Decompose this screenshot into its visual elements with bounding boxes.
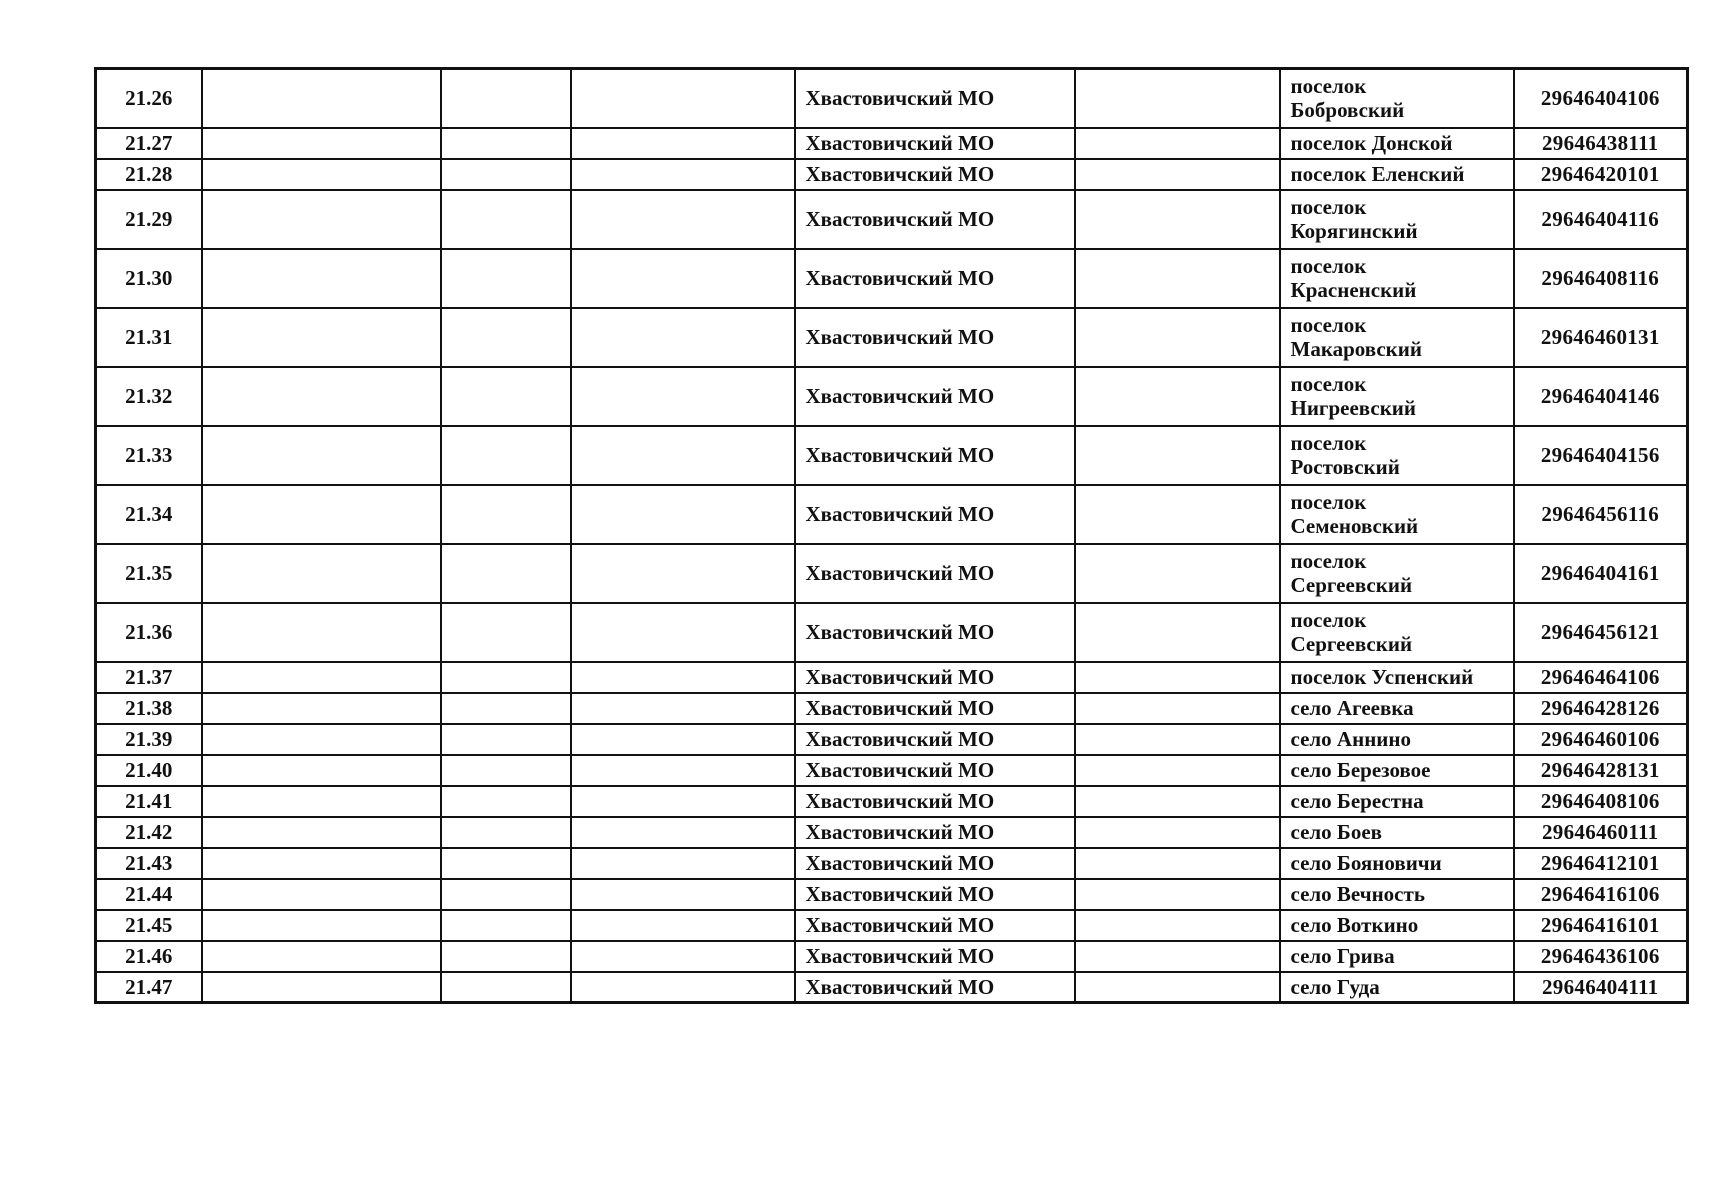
empty-cell — [441, 662, 571, 693]
empty-cell — [571, 159, 795, 190]
empty-cell — [571, 367, 795, 426]
empty-cell — [441, 190, 571, 249]
oktmo-code-cell: 29646404156 — [1514, 426, 1688, 485]
empty-cell — [1075, 485, 1280, 544]
table-row — [96, 724, 1688, 755]
empty-cell — [441, 544, 571, 603]
empty-cell — [441, 848, 571, 879]
empty-cell — [1075, 159, 1280, 190]
empty-cell — [441, 972, 571, 1003]
empty-cell — [1075, 190, 1280, 249]
table-row — [96, 693, 1688, 724]
empty-cell — [202, 755, 441, 786]
empty-cell — [571, 128, 795, 159]
empty-cell — [1075, 308, 1280, 367]
empty-cell — [202, 879, 441, 910]
empty-cell — [441, 603, 571, 662]
empty-cell — [1075, 972, 1280, 1003]
oktmo-code-cell: 29646436106 — [1514, 941, 1688, 972]
empty-cell — [1075, 693, 1280, 724]
empty-cell — [202, 128, 441, 159]
empty-cell — [571, 426, 795, 485]
empty-cell — [571, 249, 795, 308]
settlement-cell: село Аннино — [1280, 724, 1514, 755]
table-row — [96, 69, 1688, 128]
empty-cell — [1075, 69, 1280, 128]
empty-cell — [202, 249, 441, 308]
empty-cell — [202, 848, 441, 879]
oktmo-code-cell: 29646464106 — [1514, 662, 1688, 693]
row-number-cell: 21.31 — [96, 308, 202, 367]
empty-cell — [571, 817, 795, 848]
settlement-cell: поселок Успенский — [1280, 662, 1514, 693]
empty-cell — [441, 724, 571, 755]
table-row — [96, 910, 1688, 941]
table-row — [96, 249, 1688, 308]
row-number-cell: 21.28 — [96, 159, 202, 190]
empty-cell — [571, 662, 795, 693]
oktmo-code-cell: 29646460111 — [1514, 817, 1688, 848]
oktmo-code-cell: 29646428131 — [1514, 755, 1688, 786]
row-number-cell: 21.26 — [96, 69, 202, 128]
empty-cell — [441, 941, 571, 972]
empty-cell — [1075, 367, 1280, 426]
empty-cell — [441, 755, 571, 786]
empty-cell — [202, 693, 441, 724]
row-number-cell: 21.36 — [96, 603, 202, 662]
municipality-cell: Хвастовичский МО — [795, 817, 1075, 848]
empty-cell — [1075, 848, 1280, 879]
empty-cell — [571, 190, 795, 249]
oktmo-code-cell: 29646460106 — [1514, 724, 1688, 755]
empty-cell — [1075, 910, 1280, 941]
empty-cell — [571, 693, 795, 724]
empty-cell — [571, 544, 795, 603]
empty-cell — [202, 190, 441, 249]
oktmo-code-cell: 29646404106 — [1514, 69, 1688, 128]
empty-cell — [1075, 755, 1280, 786]
empty-cell — [441, 249, 571, 308]
empty-cell — [202, 367, 441, 426]
row-number-cell: 21.45 — [96, 910, 202, 941]
settlement-cell: поселок Бобровский — [1280, 69, 1514, 128]
municipality-cell: Хвастовичский МО — [795, 159, 1075, 190]
oktmo-code-cell: 29646456116 — [1514, 485, 1688, 544]
empty-cell — [1075, 817, 1280, 848]
settlement-cell: поселок Корягинский — [1280, 190, 1514, 249]
empty-cell — [441, 910, 571, 941]
municipality-cell: Хвастовичский МО — [795, 662, 1075, 693]
table-row — [96, 426, 1688, 485]
settlement-cell: село Боев — [1280, 817, 1514, 848]
settlement-cell: поселок Сергеевский — [1280, 544, 1514, 603]
settlement-cell: поселок Семеновский — [1280, 485, 1514, 544]
oktmo-code-cell: 29646412101 — [1514, 848, 1688, 879]
municipality-cell: Хвастовичский МО — [795, 848, 1075, 879]
table-row — [96, 190, 1688, 249]
empty-cell — [571, 485, 795, 544]
settlement-cell: поселок Сергеевский — [1280, 603, 1514, 662]
municipality-cell: Хвастовичский МО — [795, 128, 1075, 159]
empty-cell — [571, 308, 795, 367]
empty-cell — [441, 426, 571, 485]
empty-cell — [571, 69, 795, 128]
row-number-cell: 21.30 — [96, 249, 202, 308]
municipality-cell: Хвастовичский МО — [795, 972, 1075, 1003]
settlement-cell: поселок Ростовский — [1280, 426, 1514, 485]
municipality-cell: Хвастовичский МО — [795, 724, 1075, 755]
settlement-cell: село Воткино — [1280, 910, 1514, 941]
row-number-cell: 21.35 — [96, 544, 202, 603]
municipality-cell: Хвастовичский МО — [795, 544, 1075, 603]
municipality-cell: Хвастовичский МО — [795, 786, 1075, 817]
empty-cell — [571, 755, 795, 786]
table-row — [96, 485, 1688, 544]
municipality-cell: Хвастовичский МО — [795, 603, 1075, 662]
row-number-cell: 21.39 — [96, 724, 202, 755]
municipality-cell: Хвастовичский МО — [795, 485, 1075, 544]
empty-cell — [1075, 879, 1280, 910]
empty-cell — [571, 879, 795, 910]
table-row — [96, 848, 1688, 879]
empty-cell — [441, 693, 571, 724]
table-row — [96, 941, 1688, 972]
empty-cell — [1075, 426, 1280, 485]
oktmo-code-cell: 29646456121 — [1514, 603, 1688, 662]
oktmo-code-cell: 29646404116 — [1514, 190, 1688, 249]
settlement-cell: поселок Еленский — [1280, 159, 1514, 190]
empty-cell — [571, 972, 795, 1003]
oktmo-code-cell: 29646408116 — [1514, 249, 1688, 308]
municipality-cell: Хвастовичский МО — [795, 190, 1075, 249]
empty-cell — [441, 367, 571, 426]
oktmo-code-cell: 29646404111 — [1514, 972, 1688, 1003]
empty-cell — [202, 159, 441, 190]
table-row — [96, 972, 1688, 1003]
table-row — [96, 544, 1688, 603]
empty-cell — [1075, 786, 1280, 817]
oktmo-code-cell: 29646416106 — [1514, 879, 1688, 910]
empty-cell — [441, 817, 571, 848]
empty-cell — [441, 879, 571, 910]
empty-cell — [1075, 544, 1280, 603]
empty-cell — [202, 817, 441, 848]
municipality-cell: Хвастовичский МО — [795, 426, 1075, 485]
municipality-cell: Хвастовичский МО — [795, 941, 1075, 972]
table-row — [96, 159, 1688, 190]
row-number-cell: 21.46 — [96, 941, 202, 972]
empty-cell — [202, 426, 441, 485]
settlements-table — [94, 67, 1689, 1004]
table-body — [96, 69, 1688, 1003]
empty-cell — [202, 69, 441, 128]
table-row — [96, 879, 1688, 910]
empty-cell — [202, 544, 441, 603]
empty-cell — [202, 786, 441, 817]
settlement-cell: поселок Макаровский — [1280, 308, 1514, 367]
settlement-cell: село Берестна — [1280, 786, 1514, 817]
oktmo-code-cell: 29646408106 — [1514, 786, 1688, 817]
row-number-cell: 21.40 — [96, 755, 202, 786]
table-row — [96, 662, 1688, 693]
empty-cell — [441, 159, 571, 190]
row-number-cell: 21.41 — [96, 786, 202, 817]
row-number-cell: 21.43 — [96, 848, 202, 879]
row-number-cell: 21.47 — [96, 972, 202, 1003]
row-number-cell: 21.34 — [96, 485, 202, 544]
table-row — [96, 367, 1688, 426]
empty-cell — [202, 308, 441, 367]
municipality-cell: Хвастовичский МО — [795, 910, 1075, 941]
row-number-cell: 21.32 — [96, 367, 202, 426]
oktmo-code-cell: 29646420101 — [1514, 159, 1688, 190]
empty-cell — [202, 485, 441, 544]
empty-cell — [571, 786, 795, 817]
table-row — [96, 308, 1688, 367]
empty-cell — [441, 308, 571, 367]
empty-cell — [441, 485, 571, 544]
table-row — [96, 755, 1688, 786]
empty-cell — [441, 128, 571, 159]
settlement-cell: поселок Нигреевский — [1280, 367, 1514, 426]
municipality-cell: Хвастовичский МО — [795, 69, 1075, 128]
empty-cell — [1075, 941, 1280, 972]
empty-cell — [1075, 249, 1280, 308]
row-number-cell: 21.44 — [96, 879, 202, 910]
settlement-cell: село Агеевка — [1280, 693, 1514, 724]
empty-cell — [571, 848, 795, 879]
municipality-cell: Хвастовичский МО — [795, 693, 1075, 724]
empty-cell — [571, 910, 795, 941]
empty-cell — [202, 662, 441, 693]
row-number-cell: 21.37 — [96, 662, 202, 693]
row-number-cell: 21.29 — [96, 190, 202, 249]
empty-cell — [202, 724, 441, 755]
settlement-cell: село Вечность — [1280, 879, 1514, 910]
municipality-cell: Хвастовичский МО — [795, 879, 1075, 910]
empty-cell — [202, 941, 441, 972]
municipality-cell: Хвастовичский МО — [795, 755, 1075, 786]
empty-cell — [1075, 603, 1280, 662]
empty-cell — [202, 910, 441, 941]
table-row — [96, 603, 1688, 662]
empty-cell — [441, 786, 571, 817]
settlement-cell: село Бояновичи — [1280, 848, 1514, 879]
oktmo-code-cell: 29646438111 — [1514, 128, 1688, 159]
empty-cell — [571, 941, 795, 972]
empty-cell — [1075, 662, 1280, 693]
table-row — [96, 817, 1688, 848]
table-row — [96, 786, 1688, 817]
row-number-cell: 21.27 — [96, 128, 202, 159]
oktmo-code-cell: 29646428126 — [1514, 693, 1688, 724]
empty-cell — [202, 603, 441, 662]
empty-cell — [571, 724, 795, 755]
row-number-cell: 21.38 — [96, 693, 202, 724]
settlement-cell: поселок Красненский — [1280, 249, 1514, 308]
oktmo-code-cell: 29646404146 — [1514, 367, 1688, 426]
settlement-cell: село Березовое — [1280, 755, 1514, 786]
settlement-cell: поселок Донской — [1280, 128, 1514, 159]
oktmo-code-cell: 29646416101 — [1514, 910, 1688, 941]
settlement-cell: село Грива — [1280, 941, 1514, 972]
municipality-cell: Хвастовичский МО — [795, 367, 1075, 426]
municipality-cell: Хвастовичский МО — [795, 308, 1075, 367]
empty-cell — [441, 69, 571, 128]
oktmo-code-cell: 29646404161 — [1514, 544, 1688, 603]
municipality-cell: Хвастовичский МО — [795, 249, 1075, 308]
empty-cell — [1075, 724, 1280, 755]
empty-cell — [1075, 128, 1280, 159]
table-row — [96, 128, 1688, 159]
empty-cell — [202, 972, 441, 1003]
oktmo-code-cell: 29646460131 — [1514, 308, 1688, 367]
empty-cell — [571, 603, 795, 662]
row-number-cell: 21.42 — [96, 817, 202, 848]
row-number-cell: 21.33 — [96, 426, 202, 485]
settlement-cell: село Гуда — [1280, 972, 1514, 1003]
